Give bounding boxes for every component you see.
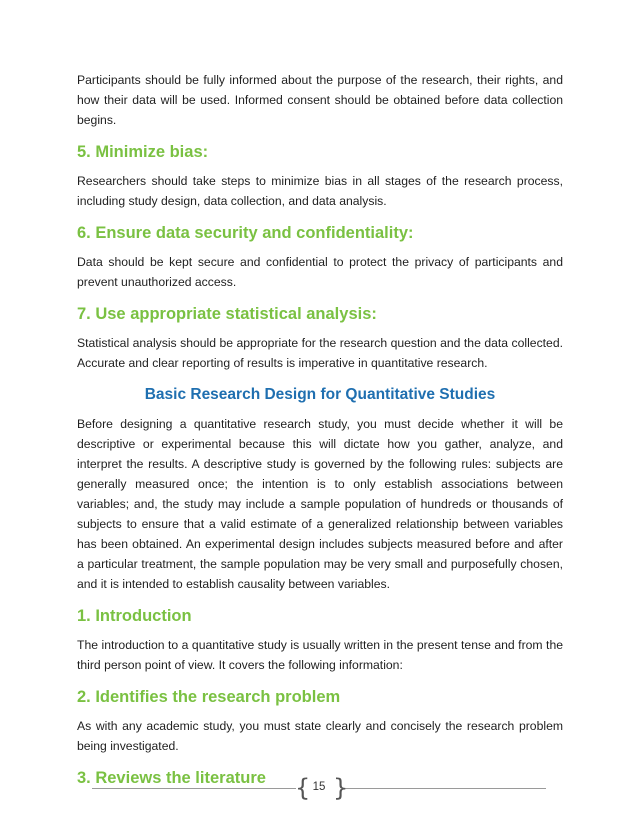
page-footer	[0, 773, 638, 803]
paragraph-research-design: Before designing a quantitative research study, you must decide whether it will be descriptive or experimental because this will dictate how you gather, analyze, and interpret the results. A descriptive study is governed by the following rules: subjects are generally measured once; the intention is to only establish associations between variables; and, the study may include a sample population of hundreds or thousands of subjects to ensure that a valid estimate of a generalized relationship between variables has been obtained. An experimental design includes subjects measured before and after a particular treatment, the sample population may be very small and purposefully chosen, and it is intended to establish causality between variables.	[77, 417, 563, 591]
heading-basic-research-design: Basic Research Design for Quantitative Studies	[144, 386, 496, 403]
heading-statistical-analysis: 7. Use appropriate statistical analysis:	[77, 305, 377, 323]
document-page	[77, 70, 563, 788]
paragraph-data-security: Data should be kept secure and confidential to protect the privacy of participants and prevent unauthorized access.	[77, 255, 563, 289]
footer-rule-left	[92, 788, 296, 789]
paragraph-research-problem: As with any academic study, you must state clearly and concisely the research problem being investigated.	[77, 719, 563, 753]
paragraph-minimize-bias: Researchers should take steps to minimize bias in all stages of the research process, including study design, data collection, and data analysis.	[77, 174, 563, 208]
heading-introduction: 1. Introduction	[77, 607, 192, 625]
intro-paragraph: Participants should be fully informed about the purpose of the research, their rights, and how their data will be used. Informed consent should be obtained before data collection begins.	[77, 73, 563, 127]
heading-data-security: 6. Ensure data security and confidentiality:	[77, 224, 414, 242]
right-brace-icon: }	[333, 774, 349, 802]
left-brace-icon: {	[295, 774, 311, 802]
heading-reviews-literature: 3. Reviews the literature	[77, 769, 266, 787]
footer-rule-right	[343, 788, 546, 789]
paragraph-introduction: The introduction to a quantitative study is usually written in the present tense and from the third person point of view. It covers the following information:	[77, 638, 563, 672]
page-number: 15	[312, 781, 326, 793]
heading-research-problem: 2. Identifies the research problem	[77, 688, 341, 706]
paragraph-statistical-analysis: Statistical analysis should be appropriate for the research question and the data collected. Accurate and clear reporting of results is imperative in quantitative research.	[77, 336, 563, 370]
heading-minimize-bias: 5. Minimize bias:	[77, 143, 209, 161]
